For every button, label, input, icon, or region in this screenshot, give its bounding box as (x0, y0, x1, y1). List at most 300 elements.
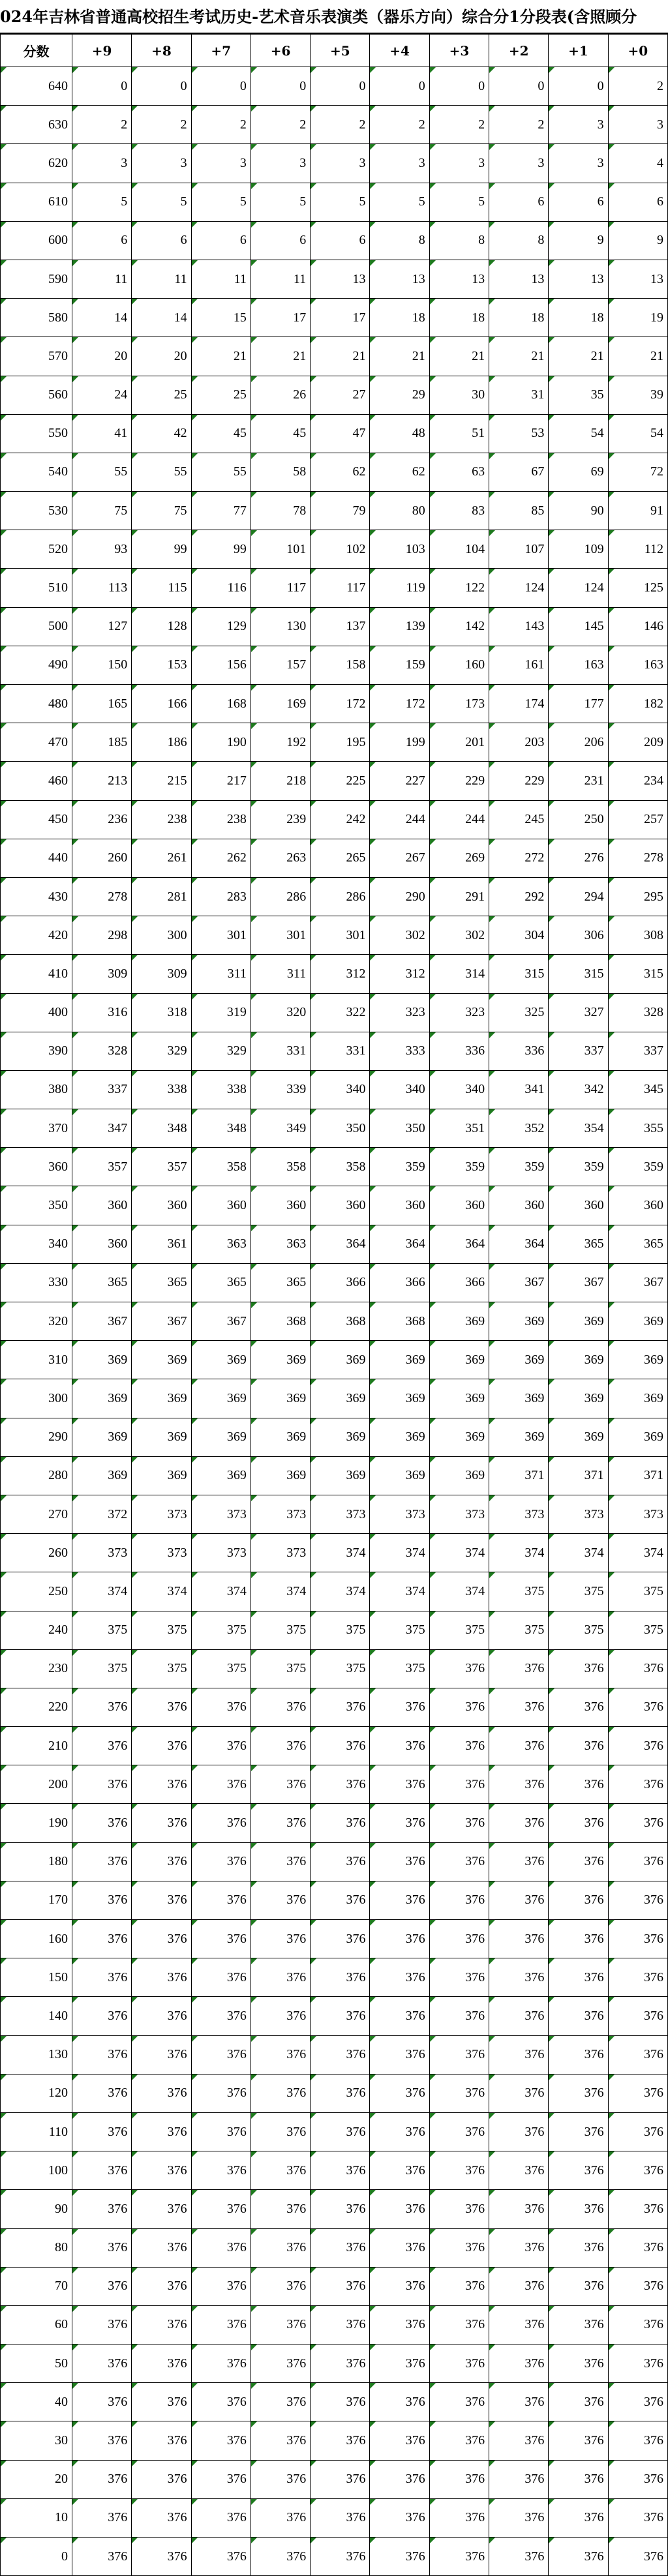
count-cell: 41 (72, 414, 132, 453)
count-cell: 0 (250, 67, 310, 106)
count-cell: 376 (549, 2267, 608, 2305)
count-cell: 376 (311, 2267, 370, 2305)
table-row (1, 1302, 668, 1341)
count-cell: 359 (370, 1148, 429, 1186)
table-row (1, 762, 668, 800)
count-cell: 376 (370, 1920, 429, 1958)
count-cell: 18 (370, 299, 429, 337)
count-cell: 376 (370, 2112, 429, 2151)
count-cell: 376 (132, 1958, 191, 1997)
count-cell: 350 (370, 1109, 429, 1148)
count-cell: 376 (608, 2305, 667, 2344)
count-cell: 262 (191, 839, 250, 877)
score-cell: 270 (1, 1495, 72, 1533)
table-row (1, 1456, 668, 1495)
count-cell: 369 (549, 1379, 608, 1418)
count-cell: 55 (72, 453, 132, 491)
count-cell: 295 (608, 877, 667, 916)
count-cell: 369 (72, 1379, 132, 1418)
count-cell: 245 (489, 800, 549, 839)
count-cell: 376 (191, 2421, 250, 2460)
table-header-row (1, 35, 668, 67)
count-cell: 18 (429, 299, 489, 337)
count-cell: 3 (370, 144, 429, 183)
score-cell: 390 (1, 1032, 72, 1070)
count-cell: 376 (311, 1765, 370, 1804)
count-cell: 376 (429, 1842, 489, 1881)
count-cell: 78 (250, 492, 310, 530)
count-cell: 375 (250, 1649, 310, 1688)
count-cell: 6 (132, 221, 191, 260)
count-cell: 376 (429, 1688, 489, 1726)
count-cell: 376 (549, 1804, 608, 1842)
count-cell: 369 (549, 1341, 608, 1379)
count-cell: 376 (429, 1804, 489, 1842)
count-cell: 206 (549, 723, 608, 762)
count-cell: 359 (489, 1148, 549, 1186)
count-cell: 369 (429, 1302, 489, 1341)
score-cell: 110 (1, 2112, 72, 2151)
count-cell: 376 (132, 2112, 191, 2151)
table-row (1, 1070, 668, 1109)
count-cell: 2 (132, 106, 191, 144)
count-cell: 366 (370, 1263, 429, 1302)
count-cell: 376 (489, 2190, 549, 2228)
count-cell: 5 (132, 183, 191, 221)
count-cell: 376 (250, 2151, 310, 2190)
count-cell: 250 (549, 800, 608, 839)
count-cell: 376 (489, 2112, 549, 2151)
count-cell: 375 (429, 1611, 489, 1649)
count-cell: 376 (311, 2190, 370, 2228)
count-cell: 360 (608, 1186, 667, 1225)
count-cell: 376 (72, 2460, 132, 2498)
count-cell: 376 (132, 2344, 191, 2383)
count-cell: 376 (608, 2267, 667, 2305)
count-cell: 376 (549, 1688, 608, 1726)
count-cell: 358 (250, 1148, 310, 1186)
count-cell: 2 (370, 106, 429, 144)
count-cell: 360 (72, 1225, 132, 1263)
header-cell-offset: +3 (429, 35, 489, 67)
count-cell: 376 (191, 1920, 250, 1958)
count-cell: 139 (370, 607, 429, 646)
count-cell: 129 (191, 607, 250, 646)
count-cell: 376 (429, 2460, 489, 2498)
count-cell: 328 (72, 1032, 132, 1070)
count-cell: 109 (549, 530, 608, 569)
count-cell: 376 (608, 2151, 667, 2190)
count-cell: 376 (549, 1765, 608, 1804)
count-cell: 376 (370, 1842, 429, 1881)
count-cell: 45 (191, 414, 250, 453)
count-cell: 312 (311, 955, 370, 993)
count-cell: 163 (549, 646, 608, 684)
count-cell: 376 (72, 1842, 132, 1881)
score-cell: 360 (1, 1148, 72, 1186)
table-row (1, 1649, 668, 1688)
count-cell: 376 (429, 1727, 489, 1765)
count-cell: 376 (311, 1727, 370, 1765)
score-cell: 620 (1, 144, 72, 183)
count-cell: 375 (191, 1649, 250, 1688)
table-row (1, 376, 668, 414)
count-cell: 376 (72, 2538, 132, 2576)
count-cell: 2 (250, 106, 310, 144)
count-cell: 21 (489, 337, 549, 376)
count-cell: 67 (489, 453, 549, 491)
score-cell: 460 (1, 762, 72, 800)
count-cell: 376 (370, 2421, 429, 2460)
count-cell: 376 (489, 2344, 549, 2383)
count-cell: 336 (489, 1032, 549, 1070)
count-cell: 269 (429, 839, 489, 877)
count-cell: 376 (132, 1727, 191, 1765)
count-cell: 376 (429, 2074, 489, 2112)
count-cell: 369 (132, 1418, 191, 1456)
count-cell: 182 (608, 685, 667, 723)
count-cell: 374 (608, 1534, 667, 1572)
count-cell: 376 (370, 1727, 429, 1765)
score-cell: 350 (1, 1186, 72, 1225)
score-cell: 560 (1, 376, 72, 414)
count-cell: 360 (489, 1186, 549, 1225)
score-cell: 0 (1, 2538, 72, 2576)
score-cell: 240 (1, 1611, 72, 1649)
count-cell: 376 (608, 1688, 667, 1726)
count-cell: 19 (608, 299, 667, 337)
count-cell: 376 (191, 2498, 250, 2537)
page-title: 024年吉林省普通高校招生考试历史-艺术音乐表演类（器乐方向）综合分1分段表(含照顾分 (0, 0, 668, 34)
count-cell: 376 (191, 2267, 250, 2305)
count-cell: 375 (311, 1649, 370, 1688)
table-row (1, 106, 668, 144)
count-cell: 376 (250, 1727, 310, 1765)
count-cell: 372 (72, 1495, 132, 1533)
count-cell: 376 (132, 1765, 191, 1804)
count-cell: 263 (250, 839, 310, 877)
count-cell: 340 (429, 1070, 489, 1109)
count-cell: 54 (549, 414, 608, 453)
count-cell: 3 (72, 144, 132, 183)
count-cell: 376 (549, 1842, 608, 1881)
count-cell: 229 (489, 762, 549, 800)
count-cell: 225 (311, 762, 370, 800)
count-cell: 5 (370, 183, 429, 221)
count-cell: 369 (132, 1379, 191, 1418)
table-row (1, 337, 668, 376)
count-cell: 192 (250, 723, 310, 762)
count-cell: 376 (311, 2538, 370, 2576)
table-row (1, 1534, 668, 1572)
count-cell: 367 (132, 1302, 191, 1341)
count-cell: 341 (489, 1070, 549, 1109)
count-cell: 376 (429, 2344, 489, 2383)
count-cell: 369 (250, 1418, 310, 1456)
count-cell: 8 (489, 221, 549, 260)
count-cell: 376 (250, 1881, 310, 1919)
count-cell: 376 (250, 1958, 310, 1997)
count-cell: 373 (250, 1495, 310, 1533)
table-row (1, 1997, 668, 2035)
count-cell: 376 (549, 1920, 608, 1958)
count-cell: 376 (370, 2498, 429, 2537)
count-cell: 376 (311, 2460, 370, 2498)
count-cell: 80 (370, 492, 429, 530)
count-cell: 104 (429, 530, 489, 569)
count-cell: 361 (132, 1225, 191, 1263)
count-cell: 51 (429, 414, 489, 453)
count-cell: 369 (489, 1379, 549, 1418)
count-cell: 376 (608, 2460, 667, 2498)
count-cell: 103 (370, 530, 429, 569)
count-cell: 376 (370, 1997, 429, 2035)
count-cell: 376 (132, 2421, 191, 2460)
count-cell: 368 (250, 1302, 310, 1341)
count-cell: 3 (549, 144, 608, 183)
count-cell: 8 (429, 221, 489, 260)
count-cell: 376 (72, 2344, 132, 2383)
table-row (1, 492, 668, 530)
count-cell: 2 (191, 106, 250, 144)
count-cell: 373 (311, 1495, 370, 1533)
count-cell: 201 (429, 723, 489, 762)
count-cell: 376 (191, 1688, 250, 1726)
score-cell: 50 (1, 2344, 72, 2383)
count-cell: 26 (250, 376, 310, 414)
count-cell: 375 (311, 1611, 370, 1649)
count-cell: 11 (250, 260, 310, 298)
count-cell: 376 (608, 1881, 667, 1919)
count-cell: 376 (311, 2074, 370, 2112)
table-row (1, 1263, 668, 1302)
count-cell: 301 (311, 916, 370, 955)
count-cell: 351 (429, 1109, 489, 1148)
count-cell: 122 (429, 569, 489, 607)
count-cell: 5 (250, 183, 310, 221)
count-cell: 217 (191, 762, 250, 800)
count-cell: 376 (311, 1804, 370, 1842)
score-cell: 380 (1, 1070, 72, 1109)
count-cell: 340 (370, 1070, 429, 1109)
count-cell: 161 (489, 646, 549, 684)
count-cell: 376 (250, 2383, 310, 2421)
count-cell: 5 (191, 183, 250, 221)
count-cell: 376 (489, 2305, 549, 2344)
header-cell-offset: +6 (250, 35, 310, 67)
score-cell: 220 (1, 1688, 72, 1726)
count-cell: 369 (311, 1418, 370, 1456)
count-cell: 376 (370, 2383, 429, 2421)
score-table (0, 34, 668, 2576)
table-row (1, 1148, 668, 1186)
table-row (1, 2035, 668, 2074)
count-cell: 309 (132, 955, 191, 993)
count-cell: 374 (370, 1534, 429, 1572)
count-cell: 376 (311, 1997, 370, 2035)
count-cell: 376 (72, 2190, 132, 2228)
count-cell: 354 (549, 1109, 608, 1148)
count-cell: 292 (489, 877, 549, 916)
count-cell: 102 (311, 530, 370, 569)
count-cell: 13 (549, 260, 608, 298)
count-cell: 376 (608, 2228, 667, 2267)
count-cell: 376 (429, 2538, 489, 2576)
count-cell: 117 (250, 569, 310, 607)
count-cell: 369 (132, 1456, 191, 1495)
header-cell-offset: +9 (72, 35, 132, 67)
count-cell: 83 (429, 492, 489, 530)
count-cell: 301 (250, 916, 310, 955)
score-cell: 260 (1, 1534, 72, 1572)
count-cell: 331 (250, 1032, 310, 1070)
count-cell: 376 (250, 1997, 310, 2035)
table-body (1, 67, 668, 2576)
count-cell: 374 (429, 1572, 489, 1611)
count-cell: 329 (191, 1032, 250, 1070)
count-cell: 369 (370, 1379, 429, 1418)
count-cell: 112 (608, 530, 667, 569)
count-cell: 376 (370, 2190, 429, 2228)
count-cell: 374 (72, 1572, 132, 1611)
count-cell: 376 (191, 1997, 250, 2035)
count-cell: 376 (311, 1688, 370, 1726)
count-cell: 376 (429, 2421, 489, 2460)
count-cell: 376 (549, 2538, 608, 2576)
count-cell: 376 (549, 2151, 608, 2190)
count-cell: 376 (489, 2267, 549, 2305)
count-cell: 30 (429, 376, 489, 414)
count-cell: 376 (311, 2228, 370, 2267)
table-row (1, 569, 668, 607)
count-cell: 376 (429, 1649, 489, 1688)
count-cell: 11 (132, 260, 191, 298)
count-cell: 376 (370, 2228, 429, 2267)
count-cell: 21 (191, 337, 250, 376)
count-cell: 238 (191, 800, 250, 839)
count-cell: 169 (250, 685, 310, 723)
count-cell: 376 (250, 1765, 310, 1804)
count-cell: 53 (489, 414, 549, 453)
count-cell: 369 (311, 1456, 370, 1495)
count-cell: 376 (72, 2112, 132, 2151)
count-cell: 376 (370, 1688, 429, 1726)
table-row (1, 1727, 668, 1765)
table-row (1, 67, 668, 106)
count-cell: 376 (191, 2460, 250, 2498)
count-cell: 47 (311, 414, 370, 453)
count-cell: 376 (489, 2035, 549, 2074)
count-cell: 369 (549, 1302, 608, 1341)
table-row (1, 2190, 668, 2228)
score-cell: 630 (1, 106, 72, 144)
score-cell: 640 (1, 67, 72, 106)
count-cell: 369 (191, 1418, 250, 1456)
count-cell: 13 (311, 260, 370, 298)
count-cell: 369 (608, 1379, 667, 1418)
count-cell: 376 (429, 2112, 489, 2151)
count-cell: 376 (608, 1649, 667, 1688)
table-row (1, 1804, 668, 1842)
count-cell: 5 (311, 183, 370, 221)
count-cell: 376 (72, 1997, 132, 2035)
score-cell: 70 (1, 2267, 72, 2305)
count-cell: 376 (191, 1958, 250, 1997)
count-cell: 376 (191, 2383, 250, 2421)
table-row (1, 993, 668, 1032)
table-row (1, 1958, 668, 1997)
count-cell: 337 (72, 1070, 132, 1109)
count-cell: 369 (429, 1341, 489, 1379)
table-row (1, 800, 668, 839)
table-row (1, 1109, 668, 1148)
header-cell-offset: +2 (489, 35, 549, 67)
count-cell: 174 (489, 685, 549, 723)
count-cell: 3 (191, 144, 250, 183)
count-cell: 376 (489, 1804, 549, 1842)
count-cell: 186 (132, 723, 191, 762)
count-cell: 14 (132, 299, 191, 337)
count-cell: 360 (191, 1186, 250, 1225)
count-cell: 365 (608, 1225, 667, 1263)
count-cell: 20 (132, 337, 191, 376)
score-cell: 580 (1, 299, 72, 337)
count-cell: 93 (72, 530, 132, 569)
count-cell: 173 (429, 685, 489, 723)
count-cell: 376 (311, 2112, 370, 2151)
count-cell: 359 (549, 1148, 608, 1186)
count-cell: 329 (132, 1032, 191, 1070)
count-cell: 117 (311, 569, 370, 607)
count-cell: 369 (191, 1341, 250, 1379)
count-cell: 62 (311, 453, 370, 491)
count-cell: 291 (429, 877, 489, 916)
count-cell: 376 (429, 2267, 489, 2305)
count-cell: 369 (429, 1418, 489, 1456)
score-cell: 440 (1, 839, 72, 877)
count-cell: 306 (549, 916, 608, 955)
count-cell: 376 (250, 2305, 310, 2344)
count-cell: 376 (311, 1920, 370, 1958)
score-cell: 290 (1, 1418, 72, 1456)
count-cell: 127 (72, 607, 132, 646)
count-cell: 376 (549, 1997, 608, 2035)
count-cell: 376 (250, 2460, 310, 2498)
count-cell: 376 (72, 2421, 132, 2460)
count-cell: 209 (608, 723, 667, 762)
count-cell: 360 (311, 1186, 370, 1225)
count-cell: 376 (608, 2035, 667, 2074)
table-row (1, 2151, 668, 2190)
count-cell: 376 (608, 1958, 667, 1997)
count-cell: 376 (489, 2421, 549, 2460)
count-cell: 376 (489, 1842, 549, 1881)
score-cell: 570 (1, 337, 72, 376)
count-cell: 45 (250, 414, 310, 453)
count-cell: 376 (608, 2112, 667, 2151)
count-cell: 99 (132, 530, 191, 569)
count-cell: 234 (608, 762, 667, 800)
count-cell: 376 (370, 2151, 429, 2190)
count-cell: 119 (370, 569, 429, 607)
count-cell: 371 (489, 1456, 549, 1495)
count-cell: 376 (608, 1765, 667, 1804)
count-cell: 0 (370, 67, 429, 106)
count-cell: 376 (132, 1920, 191, 1958)
count-cell: 63 (429, 453, 489, 491)
count-cell: 286 (250, 877, 310, 916)
count-cell: 231 (549, 762, 608, 800)
